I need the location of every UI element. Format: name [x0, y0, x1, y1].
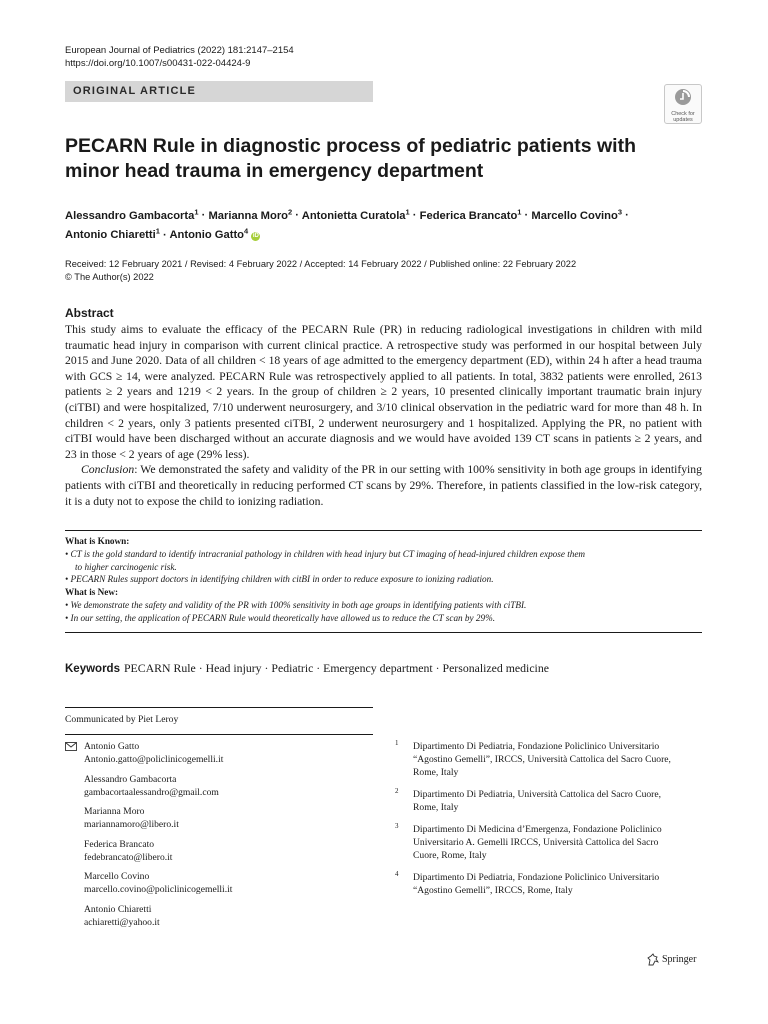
article-type-banner: ORIGINAL ARTICLE	[65, 81, 373, 102]
what-is-new-heading: What is New:	[65, 587, 119, 598]
affiliation-number: 4	[395, 870, 399, 878]
contact-entry	[65, 870, 385, 896]
orcid-icon[interactable]: iD	[252, 233, 259, 240]
affiliation-entry	[395, 871, 685, 897]
affiliation-text: Dipartimento Di Pediatria, Università Cattolica del Sacro Cuore, Rome, Italy	[413, 789, 662, 813]
known-bullet-continuation: to higher carcinogenic risk.	[75, 561, 177, 572]
badge-caption-1: Check for	[671, 111, 695, 117]
footnote-rule	[65, 707, 373, 708]
abstract-heading: Abstract	[65, 306, 114, 320]
contact-name: Alessandro Gambacorta	[84, 773, 177, 785]
affiliation-number: 2	[395, 787, 399, 795]
affiliation-text: Dipartimento Di Pediatria, Fondazione Policlinico Universitario “Agostino Gemelli”, IRCCS, Rome, Italy	[413, 872, 660, 896]
springer-horse-icon	[647, 953, 659, 966]
affiliations	[395, 740, 685, 906]
conclusion-label: Conclusion	[81, 463, 135, 477]
publisher-name: Springer	[662, 954, 697, 965]
contact-entry	[65, 903, 385, 929]
author[interactable]: Antonio Gatto$^4$	[169, 226, 249, 242]
contact-name: Antonio Gatto	[84, 741, 140, 752]
abstract-paragraph: This study aims to evaluate the efficacy of the PECARN Rule (PR) in reducing radiological investigations in children with mild traumatic head injury in comparison with current clinical practice. A retrospective study was performed in our hospital between July 2015 and June 2020. Data of all children < 18 years of age admitted to the emergency department (ED), within 24 h after a head trauma with GCS ≥ 14, were analyzed. PECARN Rule was retrospectively applied to all patients. In total, 3832 patients were enrolled, 2613 patients ≥ 2 years and 1219 < 2 years. In the group of children ≥ 2 years, 10 presented clinically important traumatic brain injury (ciTBI) and were hospitalized, 7/10 underwent neurosurgery, and 3/10 clinical observation in the pediatric ward for more than 48 h. In children < 2 years, only 3 patients presented ciTBI, 2 underwent neurosurgery and 1 hospitalized. Applying the PR, no patient with ciTBI would have been discharged without an accurate diagnosis and we would have avoided 139 CT scans in patients ≥ 2 years, and 23 in those < 2 years of age (29% less).	[65, 323, 702, 461]
envelope-icon	[65, 742, 77, 751]
affiliation-number: 1	[395, 739, 399, 747]
known-bullet: • CT is the gold standard to identify intracranial pathology in children with head injury but CT imaging of head-injured children expose them	[65, 548, 586, 559]
doi-link[interactable]: https://doi.org/10.1007/s00431-022-04424-9	[65, 58, 251, 69]
publication-dates	[65, 258, 576, 283]
contact-email[interactable]: gambacortaalessandro@gmail.com	[84, 786, 219, 798]
contact-entry	[65, 740, 385, 766]
author[interactable]: Marianna Moro$^2$	[208, 207, 293, 222]
abstract-body	[65, 322, 702, 509]
contact-entry	[65, 773, 385, 799]
author[interactable]: Alessandro Gambacorta$^1$	[65, 207, 199, 222]
check-for-updates-badge[interactable]	[664, 84, 702, 124]
publisher-logo	[647, 953, 696, 966]
author-list: Alessandro Gambacorta$^1$ · Marianna Moro$^2$ · Antonietta Curatola$^1$ · Federica Brancato$^1$ · Marcello Covino$^3$ · Antonio Chiaretti$^1$ · Antonio Gatto$^4$ iD	[65, 207, 629, 242]
badge-caption-2: updates	[673, 117, 693, 123]
new-bullet: • In our setting, the application of PECARN Rule would theoretically have allowed us to reduce the CT scan by 29%.	[65, 612, 496, 623]
contact-name: Marianna Moro	[84, 806, 145, 817]
contact-name: Antonio Chiaretti	[84, 903, 152, 915]
known-bullet: • PECARN Rules support doctors in identifying children with citBI in order to reduce exposure to ionizing radiation.	[65, 574, 494, 585]
contact-email[interactable]: marcello.covino@policlinicogemelli.it	[84, 884, 233, 895]
contact-name: Federica Brancato	[84, 838, 155, 850]
affiliation-entry	[395, 788, 685, 814]
contact-entry	[65, 805, 385, 831]
date-history: Received: 12 February 2021 / Revised: 4 February 2022 / Accepted: 14 February 2022 / Published online: 22 February 2022	[65, 259, 577, 269]
correspondence-rule	[65, 734, 373, 735]
contact-email[interactable]: fedebrancato@libero.it	[84, 851, 173, 863]
keywords-text: PECARN Rule · Head injury · Pediatric · Emergency department · Personalized medicine	[123, 661, 549, 675]
keywords	[65, 661, 549, 676]
new-bullet: • We demonstrate the safety and validity of the PR with 100% sensitivity in both age groups in identifying patients with ciTBI.	[65, 599, 527, 610]
affiliation-number: 3	[395, 822, 399, 830]
author[interactable]: Antonietta Curatola$^1$	[301, 207, 410, 222]
journal-citation: European Journal of Pediatrics (2022) 181:2147–2154	[65, 45, 294, 56]
contact-name: Marcello Covino	[84, 871, 150, 882]
communicated-by: Communicated by Piet Leroy	[65, 714, 179, 725]
article-title: PECARN Rule in diagnostic process of pediatric patients with minor head trauma in emergency department	[65, 135, 637, 182]
abstract-conclusion	[65, 462, 702, 509]
affiliation-text: Dipartimento Di Pediatria, Fondazione Policlinico Universitario “Agostino Gemelli”, IRCCS, Università Cattolica del Sacro Cuore, Rome, Italy	[413, 741, 671, 778]
affiliation-entry	[395, 823, 685, 862]
journal-header	[65, 44, 294, 70]
contact-email[interactable]: mariannamoro@libero.it	[84, 819, 179, 830]
known-box-bottom-rule	[65, 632, 702, 633]
author-contacts	[65, 740, 385, 935]
affiliation-text: Dipartimento Di Medicina d’Emergenza, Fondazione Policlinico Universitario A. Gemelli IRCCS, Università Cattolica del Sacro Cuore, Rome, Italy	[413, 824, 662, 861]
what-is-known-heading: What is Known:	[65, 536, 130, 546]
check-updates-icon	[674, 88, 692, 106]
author[interactable]: Marcello Covino$^3$	[531, 207, 622, 222]
contact-email[interactable]: achiaretti@yahoo.it	[84, 916, 160, 928]
contact-entry	[65, 838, 385, 864]
author[interactable]: Antonio Chiaretti$^1$	[65, 226, 160, 242]
known-box-top-rule	[65, 530, 702, 531]
author[interactable]: Federica Brancato$^1$	[419, 207, 522, 222]
copyright-line: © The Author(s) 2022	[65, 271, 154, 282]
what-is-known-box	[65, 535, 705, 625]
affiliation-entry	[395, 740, 685, 779]
conclusion-text: : We demonstrated the safety and validity of the PR in our setting with 100% sensitivity in both age groups in identifying patients with ciTBI and theoretically in reducing performed CT scans by 29%. Therefore, in patients classified in the low-risk category, it is a duty not to expose the child to ionizing radiation.	[65, 463, 702, 508]
contact-email[interactable]: Antonio.gatto@policlinicogemelli.it	[84, 754, 224, 765]
keywords-label: Keywords	[65, 663, 120, 675]
